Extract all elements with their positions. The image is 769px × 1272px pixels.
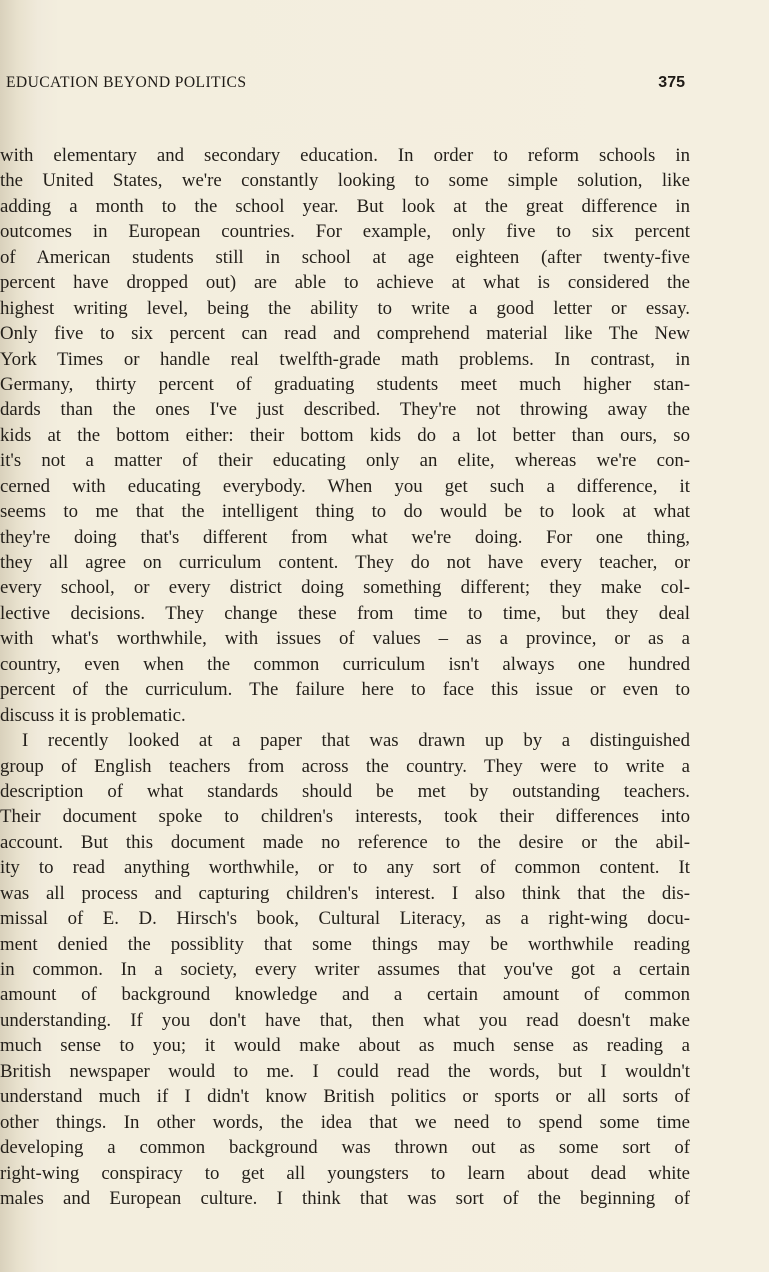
- text-line: Only five to six percent can read and comprehend material like The New: [0, 323, 690, 345]
- text-line: much sense to you; it would make about as much sense as reading a: [0, 1035, 690, 1057]
- text-line: lective decisions. They change these from time to time, but they deal: [0, 602, 690, 624]
- text-line: ment denied the possiblity that some things may be worthwhile reading: [0, 933, 690, 955]
- text-line: they're doing that's different from what we're doing. For one thing,: [0, 526, 690, 548]
- text-line: York Times or handle real twelfth-grade math problems. In contrast, in: [0, 348, 690, 370]
- text-line: Germany, thirty percent of graduating students meet much higher stan-: [0, 373, 690, 395]
- text-line: percent have dropped out) are able to achieve at what is considered the: [0, 272, 690, 294]
- running-head: EDUCATION BEYOND POLITICS: [6, 74, 247, 91]
- text-line: understanding. If you don't have that, then what you read doesn't make: [0, 1009, 690, 1031]
- page-header: [6, 74, 685, 98]
- text-line: I recently looked at a paper that was drawn up by a distinguished: [22, 730, 690, 752]
- text-line: ity to read anything worthwhile, or to any sort of common content. It: [0, 857, 690, 879]
- text-line: they all agree on curriculum content. They do not have every teacher, or: [0, 552, 690, 573]
- text-line: with elementary and secondary education. In order to reform schools in: [0, 145, 690, 166]
- text-line: account. But this document made no reference to the desire or the abil-: [0, 831, 690, 853]
- text-line: the United States, we're constantly looking to some simple solution, like: [0, 170, 690, 192]
- text-line: missal of E. D. Hirsch's book, Cultural Literacy, as a right-wing docu-: [0, 908, 690, 930]
- text-line: group of English teachers from across the country. They were to write a: [0, 755, 690, 777]
- text-line: in common. In a society, every writer assumes that you've got a certain: [0, 959, 690, 980]
- page-number: 375: [658, 74, 685, 91]
- text-line: British newspaper would to me. I could read the words, but I wouldn't: [0, 1060, 690, 1082]
- text-line: adding a month to the school year. But look at the great difference in: [0, 195, 690, 217]
- text-line: Their document spoke to children's interests, took their differences into: [0, 806, 690, 828]
- text-line: cerned with educating everybody. When you get such a difference, it: [0, 475, 690, 497]
- text-line: country, even when the common curriculum isn't always one hundred: [0, 653, 690, 675]
- text-line: was all process and capturing children's interest. I also think that the dis-: [0, 882, 690, 904]
- text-line: kids at the bottom either: their bottom kids do a lot better than ours, so: [0, 424, 690, 446]
- text-line: seems to me that the intelligent thing to do would be to look at what: [0, 501, 690, 523]
- text-line: highest writing level, being the ability to write a good letter or essay.: [0, 297, 690, 319]
- text-line: with what's worthwhile, with issues of values – as a province, or as a: [0, 628, 690, 650]
- text-line: right-wing conspiracy to get all youngsters to learn about dead white: [0, 1162, 690, 1184]
- text-line: discuss it is problematic.: [0, 704, 186, 726]
- text-line: every school, or every district doing something different; they make col-: [0, 577, 690, 599]
- text-line: males and European culture. I think that was sort of the beginning of: [0, 1187, 690, 1209]
- text-line: dards than the ones I've just described. They're not throwing away the: [0, 399, 690, 421]
- text-line: developing a common background was thrown out as some sort of: [0, 1137, 690, 1159]
- text-line: percent of the curriculum. The failure here to face this issue or even to: [0, 679, 690, 701]
- body-text: [0, 143, 690, 1211]
- text-line: understand much if I didn't know British politics or sports or all sorts of: [0, 1086, 690, 1108]
- text-line: description of what standards should be met by outstanding teachers.: [0, 780, 690, 802]
- text-line: outcomes in European countries. For example, only five to six percent: [0, 221, 690, 243]
- text-line: amount of background knowledge and a certain amount of common: [0, 984, 690, 1006]
- text-line: other things. In other words, the idea that we need to spend some time: [0, 1111, 690, 1133]
- text-line: of American students still in school at age eighteen (after twenty-five: [0, 246, 690, 268]
- text-line: it's not a matter of their educating only an elite, whereas we're con-: [0, 450, 690, 472]
